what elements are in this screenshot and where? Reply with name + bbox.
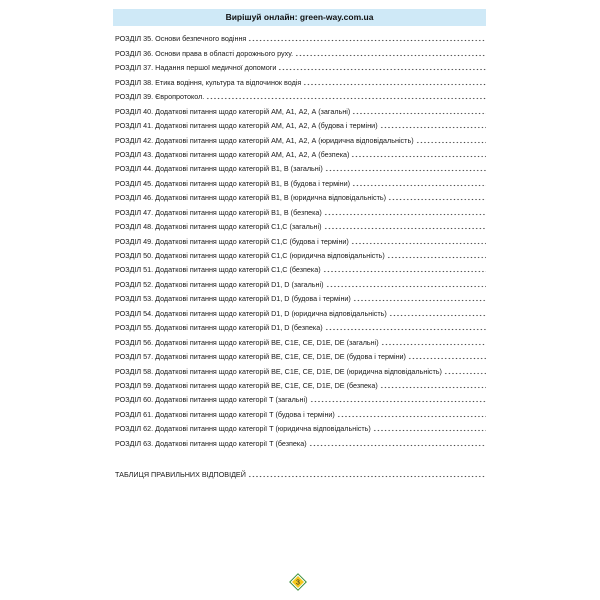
dot-leader [444,368,486,375]
toc-entry-title: РОЗДІЛ 52. Додаткові питання щодо категорій D1, D (загальні) [115,279,324,289]
toc-entry-title: РОЗДІЛ 38. Етика водіння, культура та відпочинок водія [115,77,302,87]
dot-leader [278,64,486,71]
toc-entry [115,289,486,303]
toc-entry [115,274,486,288]
toc-entry-title: РОЗДІЛ 44. Додаткові питання щодо категорій В1, В (загальні) [115,164,323,174]
dot-leader [380,122,486,129]
toc-entry-title: РОЗДІЛ 39. Європротокол. [115,92,205,102]
toc-entry-title: РОЗДІЛ 43. Додаткові питання щодо категорій АМ, А1, А2, А (безпека) [115,149,350,159]
dot-leader [352,108,486,115]
toc-entry [115,145,486,159]
toc-entry-title: РОЗДІЛ 59. Додаткові питання щодо категорій ВЕ, С1Е, СЕ, D1Е, DЕ (безпека) [115,380,378,390]
toc-entry [115,217,486,231]
toc-entry-title: РОЗДІЛ 46. Додаткові питання щодо категорій В1, В (юридична відповідальність) [115,193,387,203]
dot-leader [248,35,486,42]
toc-entry-title: РОЗДІЛ 36. Основи права в області дорожнього руху. [115,48,294,58]
toc-entry-title: РОЗДІЛ 41. Додаткові питання щодо категорій АМ, А1, А2, А (будова і терміни) [115,121,378,131]
dot-leader [388,194,486,201]
dot-leader [352,180,486,187]
toc-entry [115,390,486,404]
dot-leader [408,353,486,360]
toc-entry [115,246,486,260]
dot-leader [326,281,486,288]
toc-entry [115,332,486,346]
dot-leader [206,93,486,100]
toc-entry [115,188,486,202]
toc-entry-title: РОЗДІЛ 50. Додаткові питання щодо категорій С1,С (юридична відповідальність) [115,251,385,260]
toc-entry-title: РОЗДІЛ 58. Додаткові питання щодо категорій ВЕ, С1Е, СЕ, D1Е, DЕ (юридична відповідальність) [115,366,442,376]
page-number: 3 [296,579,300,587]
toc-entry [115,404,486,418]
answers-table-label: ТАБЛИЦЯ ПРАВИЛЬНИХ ВІДПОВІДЕЙ [115,470,246,479]
toc-entry-title: РОЗДІЛ 37. Надання першої медичної допомоги [115,63,277,73]
dot-leader [310,396,486,403]
toc-entry-title: РОЗДІЛ 40. Додаткові питання щодо категорій АМ, А1, А2, А (загальні) [115,106,351,116]
toc-entry [115,376,486,390]
dot-leader [337,411,486,418]
banner-text: Вирішуй онлайн: green-way.com.ua [225,12,374,22]
dot-leader [325,165,486,172]
toc-entry [115,347,486,361]
dot-leader [416,137,486,144]
toc-entry [115,29,486,43]
toc-entry [115,419,486,433]
dot-leader [309,440,486,447]
toc-entry-title: РОЗДІЛ 55. Додаткові питання щодо категорій D1, D (безпека) [115,323,323,333]
page-number-badge [289,573,307,591]
dot-leader [373,425,486,432]
toc-entry [115,72,486,86]
toc-entry-title: РОЗДІЛ 42. Додаткові питання щодо категорій АМ, А1, А2, А (юридична відповідальність) [115,135,414,145]
toc-entry-title: РОЗДІЛ 53. Додаткові питання щодо категорій D1, D (будова і терміни) [115,294,351,304]
toc-entry-title: РОЗДІЛ 35. Основи безпечного водіння [115,34,247,44]
site-banner [113,9,486,26]
answers-table-entry [115,467,486,479]
toc-entry [115,361,486,375]
toc-entry [115,43,486,57]
dot-leader [389,310,486,317]
dot-leader [303,79,486,86]
dot-leader [387,252,486,259]
toc-entry-title: РОЗДІЛ 60. Додаткові питання щодо категорії Т (загальні) [115,395,308,405]
toc-entry-title: РОЗДІЛ 51. Додаткові питання щодо категорій С1,С (безпека) [115,265,321,275]
toc-entry-title: РОЗДІЛ 48. Додаткові питання щодо категорій С1,С (загальні) [115,222,322,232]
dot-leader [353,295,486,302]
toc-entry-title: РОЗДІЛ 63. Додаткові питання щодо категорії Т (безпека) [115,438,307,448]
toc-entry-title: РОЗДІЛ 62. Додаткові питання щодо категорії Т (юридична відповідальність) [115,424,371,434]
dot-leader [351,151,486,158]
toc-entry [115,318,486,332]
dot-leader [295,50,486,57]
toc-entry-title: РОЗДІЛ 57. Додаткові питання щодо категорій ВЕ, С1Е, СЕ, D1Е, DЕ (будова і терміни) [115,352,406,362]
toc-entry-title: РОЗДІЛ 45. Додаткові питання щодо категорій В1, В (будова і терміни) [115,178,351,188]
toc-entry-title: РОЗДІЛ 56. Додаткові питання щодо категорій ВЕ, С1Е, СЕ, D1Е, DЕ (загальні) [115,337,379,347]
toc-entry [115,87,486,101]
dot-leader [380,382,486,389]
toc-entry [115,159,486,173]
dot-leader [381,339,486,346]
toc-entry [115,433,486,447]
dot-leader [324,223,486,230]
dot-leader [324,209,486,216]
diamond-sign-icon [289,573,307,591]
table-of-contents [115,29,486,448]
toc-entry-title: РОЗДІЛ 54. Додаткові питання щодо категорій D1, D (юридична відповідальність) [115,308,387,318]
toc-entry [115,58,486,72]
dot-leader [325,324,486,331]
toc-entry [115,231,486,245]
toc-entry-title: РОЗДІЛ 49. Додаткові питання щодо категорій С1,С (будова і терміни) [115,236,349,246]
toc-entry [115,303,486,317]
toc-entry [115,116,486,130]
dot-leader [323,266,486,273]
toc-entry [115,202,486,216]
toc-entry [115,260,486,274]
toc-entry [115,173,486,187]
toc-entry-title: РОЗДІЛ 61. Додаткові питання щодо категорії Т (будова і терміни) [115,409,335,419]
toc-entry [115,130,486,144]
dot-leader [248,471,486,478]
toc-entry-title: РОЗДІЛ 47. Додаткові питання щодо категорій В1, В (безпека) [115,207,322,217]
dot-leader [351,238,486,245]
toc-entry [115,101,486,115]
